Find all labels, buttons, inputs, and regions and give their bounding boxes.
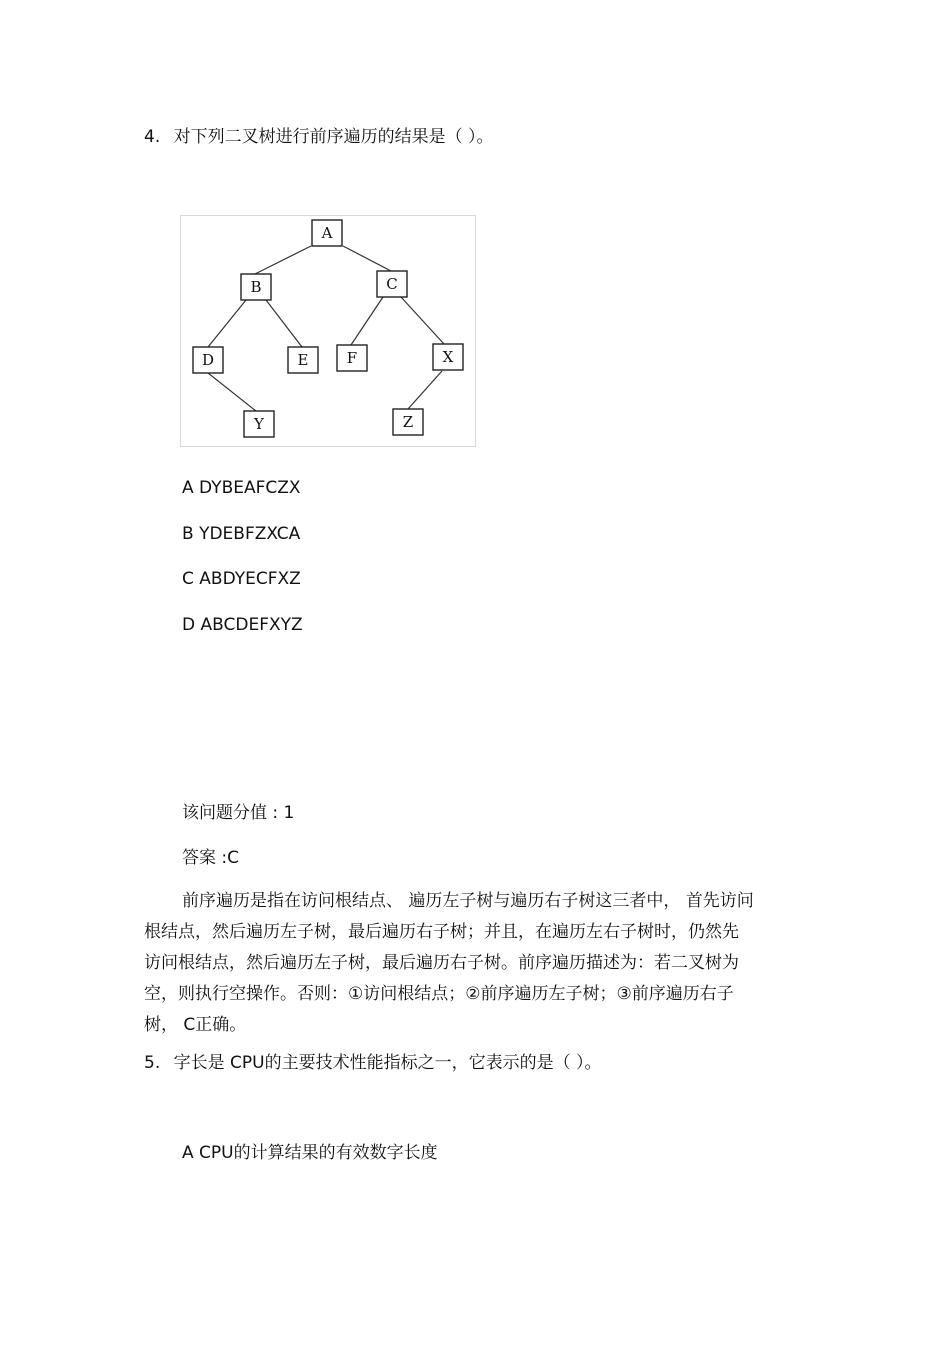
explanation-line: 前序遍历是指在访问根结点、 遍历左子树与遍历右子树这三者中， 首先访问 [182, 891, 754, 911]
option-c-value: ABDYECFXZ [199, 569, 301, 589]
binary-tree-svg [180, 215, 476, 447]
question-5-number: 5. [144, 1053, 161, 1073]
tree-node-b [241, 274, 271, 300]
option-a[interactable] [182, 478, 301, 498]
q5-option-a-letter: A [182, 1143, 194, 1163]
option-c-letter: C [182, 569, 194, 589]
question-4-title [144, 122, 494, 147]
explanation-line: 空，则执行空操作。否则：①访问根结点；②前序遍历左子树；③前序遍历右子 [144, 984, 734, 1004]
binary-tree-figure [180, 215, 476, 447]
explanation-line: 树， C正确。 [144, 1015, 247, 1035]
tree-node-e [288, 347, 318, 373]
tree-node-d [193, 347, 223, 373]
tree-node-label: X [442, 348, 454, 366]
option-b-letter: B [182, 524, 194, 544]
q5-option-a[interactable] [182, 1138, 438, 1163]
tree-node-label: F [346, 349, 358, 367]
tree-node-label: Z [402, 413, 414, 431]
tree-node-label: C [386, 275, 398, 293]
tree-node-y [244, 411, 274, 437]
question-4-text: 对下列二叉树进行前序遍历的结果是（ ）。 [173, 127, 494, 147]
question-5-text: 字长是 CPU的主要技术性能指标之一，它表示的是（ ）。 [173, 1053, 602, 1073]
option-d[interactable] [182, 615, 303, 635]
answer-explanation [144, 886, 824, 1041]
option-a-value: DYBEAFCZX [199, 478, 301, 498]
tree-node-f [337, 345, 367, 371]
option-d-letter: D [182, 615, 196, 635]
tree-node-label: E [297, 351, 309, 369]
tree-node-x [433, 344, 463, 370]
question-5-title [144, 1048, 602, 1073]
tree-node-label: D [201, 351, 215, 369]
option-d-value: ABCDEFXYZ [200, 615, 303, 635]
tree-node-label: Y [254, 415, 264, 433]
explanation-line: 根结点，然后遍历左子树，最后遍历右子树；并且，在遍历左右子树时，仍然先 [144, 922, 739, 942]
option-c[interactable] [182, 569, 301, 589]
q5-option-a-value: CPU的计算结果的有效数字长度 [199, 1143, 438, 1163]
tree-node-label: B [250, 278, 262, 296]
tree-node-label: A [321, 224, 333, 242]
explanation-line: 访问根结点，然后遍历左子树，最后遍历右子树。前序遍历描述为：若二叉树为 [144, 953, 739, 973]
option-a-letter: A [182, 478, 194, 498]
question-score: 该问题分值 : 1 [182, 803, 295, 823]
option-b-value: YDEBFZXCA [199, 524, 301, 544]
option-b[interactable] [182, 524, 300, 544]
tree-node-c [377, 271, 407, 297]
tree-node-a [312, 220, 342, 246]
tree-node-z [393, 409, 423, 435]
question-4-number: 4. [144, 127, 161, 147]
question-answer: 答案 :C [182, 848, 240, 868]
